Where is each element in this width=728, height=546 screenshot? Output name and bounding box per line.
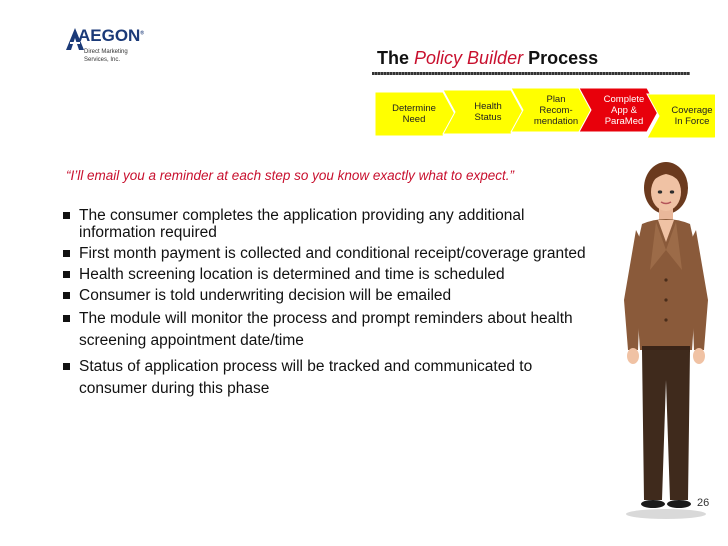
page-number: 26 bbox=[697, 497, 710, 509]
bullet-square-icon bbox=[63, 212, 70, 219]
woman-avatar-illustration bbox=[606, 150, 724, 522]
process-flow bbox=[375, 88, 715, 140]
process-step-label: Coverage In Force bbox=[671, 105, 713, 127]
logo-subtitle-line2: Services, Inc. bbox=[84, 57, 121, 63]
bullet-item: First month payment is collected and conditional receipt/coverage granted bbox=[62, 245, 602, 262]
bullet-item: Status of application process will be tracked and communicated to consumer during this phase bbox=[62, 356, 602, 400]
title-underline bbox=[372, 72, 690, 75]
bullet-square-icon bbox=[63, 315, 70, 322]
bullet-square-icon bbox=[63, 271, 70, 278]
process-step-label: Plan Recom- mendation bbox=[533, 93, 579, 127]
aegon-logo bbox=[66, 26, 156, 72]
logo-subtitle-line1: Direct Marketing bbox=[84, 49, 128, 55]
bullet-item: Health screening location is determined and time is scheduled bbox=[62, 266, 602, 283]
bullet-list bbox=[62, 207, 602, 404]
logo-wordmark: AEGON® bbox=[78, 26, 145, 45]
process-step-label: Determine Need bbox=[392, 103, 436, 125]
process-step-label: Health Status bbox=[474, 101, 502, 123]
bullet-item: The consumer completes the application providing any additional information required bbox=[62, 207, 602, 241]
reminder-quote: “I’ll email you a reminder at each step so you know exactly what to expect.” bbox=[66, 168, 514, 183]
bullet-item: Consumer is told underwriting decision will be emailed bbox=[62, 287, 602, 304]
bullet-square-icon bbox=[63, 250, 70, 257]
bullet-square-icon bbox=[63, 363, 70, 370]
slide-title: The Policy Builder Process bbox=[377, 48, 599, 68]
bullet-item: The module will monitor the process and prompt reminders about health screening appointment date/time bbox=[62, 308, 602, 352]
process-step-label: Complete App & ParaMed bbox=[603, 93, 645, 127]
bullet-square-icon bbox=[63, 292, 70, 299]
